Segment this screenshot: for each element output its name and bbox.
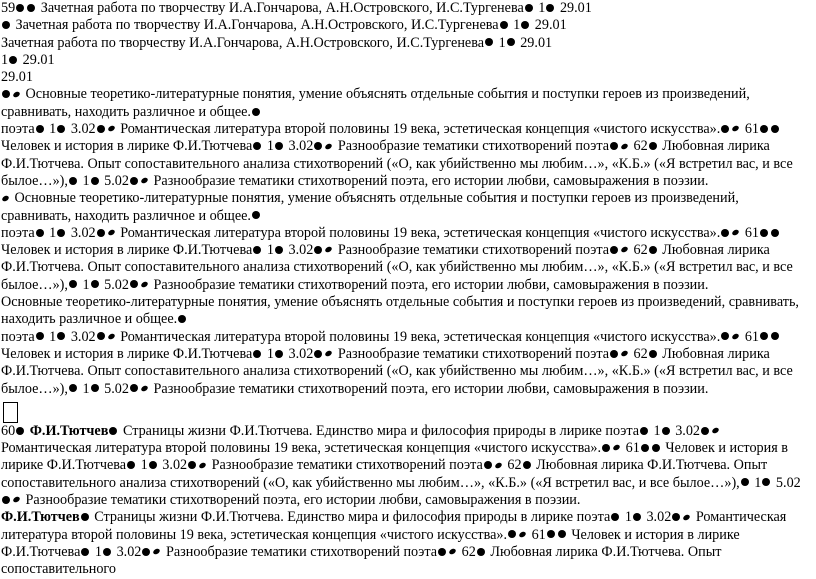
bullet-icon bbox=[97, 229, 105, 237]
bullet-icon bbox=[57, 125, 65, 133]
bullet-icon bbox=[140, 384, 149, 392]
bullet-icon bbox=[721, 125, 729, 133]
bullet-icon bbox=[69, 177, 77, 185]
bullet-icon bbox=[12, 496, 21, 504]
bullet-icon bbox=[508, 530, 516, 538]
bullet-icon bbox=[741, 478, 749, 486]
bullet-icon bbox=[130, 280, 138, 288]
bullet-icon bbox=[107, 229, 116, 237]
bullet-icon bbox=[620, 142, 629, 150]
bullet-icon bbox=[760, 125, 768, 133]
bullet-icon bbox=[507, 38, 515, 46]
bullet-icon bbox=[91, 280, 99, 288]
bullet-icon bbox=[97, 332, 105, 340]
bullet-icon bbox=[484, 461, 492, 469]
bullet-icon bbox=[683, 513, 692, 521]
bullet-icon bbox=[662, 427, 670, 435]
bullet-icon bbox=[652, 444, 660, 452]
bullet-icon bbox=[2, 496, 10, 504]
bullet-icon bbox=[142, 548, 150, 556]
bullet-icon bbox=[253, 350, 261, 358]
bullet-icon bbox=[771, 332, 779, 340]
bullet-icon bbox=[127, 461, 135, 469]
bullet-icon bbox=[130, 384, 138, 392]
bullet-icon bbox=[57, 332, 65, 340]
bullet-icon bbox=[253, 246, 261, 254]
bullet-icon bbox=[762, 478, 770, 486]
bullet-icon bbox=[760, 229, 768, 237]
bullet-icon bbox=[103, 548, 111, 556]
bullet-icon bbox=[12, 90, 21, 98]
bullet-icon bbox=[107, 125, 116, 133]
bullet-icon bbox=[109, 427, 117, 435]
bullet-icon bbox=[641, 444, 649, 452]
bullet-icon bbox=[494, 461, 503, 469]
bullet-icon bbox=[81, 513, 89, 521]
bullet-icon bbox=[612, 444, 621, 452]
bullet-icon bbox=[314, 246, 322, 254]
bullet-icon bbox=[314, 142, 322, 150]
bullet-icon bbox=[198, 461, 207, 469]
bullet-icon bbox=[523, 461, 531, 469]
paragraph-3: Основные теоретико-литературные понятия, умение объяснять отдельные события и поступки героев из произведений, сравнивать, находить различное и общее. поэта 1 3.02 Романтическая литература второй половины 19 века, эстетическая концепция «чистого искусства». 61 Человек и история в лирике Ф.И.Тютчева 1 3.02 Разнообразие тематики стихотворений поэта 62 Любовная лирика Ф.И.Тютчева. Опыт сопоставительного анализа стихотворений («О, как убийственно мы любим…», «К.Б.» («Я встретил вас, и все былое…»), 1 5.02 Разнообразие тематики стихотворений поэта, его истории любви, самовыражения в поэзии. bbox=[1, 294, 799, 397]
line-3: Зачетная работа по творчеству И.А.Гончарова, А.Н.Островского, И.С.Тургенева 1 29.01 bbox=[1, 34, 553, 51]
bullet-icon bbox=[547, 530, 555, 538]
bullet-icon bbox=[16, 427, 24, 435]
bullet-icon bbox=[620, 246, 629, 254]
bullet-icon bbox=[500, 21, 508, 29]
bullet-icon bbox=[610, 350, 618, 358]
bullet-icon bbox=[611, 513, 619, 521]
bullet-icon bbox=[485, 38, 493, 46]
bullet-icon bbox=[252, 108, 260, 116]
line-59: 59 Зачетная работа по творчеству И.А.Гончарова, А.Н.Островского, И.С.Тургенева 1 29.01 bbox=[1, 0, 592, 16]
bullet-icon bbox=[36, 332, 44, 340]
bullet-icon bbox=[153, 548, 162, 556]
bullet-icon bbox=[620, 350, 629, 358]
bullet-icon bbox=[91, 384, 99, 392]
bullet-icon bbox=[771, 229, 779, 237]
bullet-icon bbox=[69, 280, 77, 288]
bullet-icon bbox=[525, 4, 533, 12]
bullet-icon bbox=[731, 332, 740, 340]
bullet-icon bbox=[610, 246, 618, 254]
bullet-icon bbox=[107, 332, 116, 340]
bullet-icon bbox=[731, 125, 740, 133]
line-4: 1 29.01 bbox=[1, 51, 55, 68]
bullet-icon bbox=[275, 350, 283, 358]
bullet-icon bbox=[701, 427, 709, 435]
bullet-icon bbox=[325, 350, 334, 358]
bullet-icon bbox=[521, 21, 529, 29]
bullet-icon bbox=[731, 229, 740, 237]
bullet-icon bbox=[149, 461, 157, 469]
bullet-icon bbox=[558, 530, 566, 538]
bullet-icon bbox=[275, 142, 283, 150]
bullet-icon bbox=[1, 194, 10, 202]
bullet-icon bbox=[518, 530, 527, 538]
bullet-icon bbox=[16, 4, 24, 12]
bullet-icon bbox=[438, 548, 446, 556]
bullet-icon bbox=[140, 281, 149, 289]
line-5: 29.01 bbox=[1, 69, 33, 86]
bullet-icon bbox=[649, 142, 657, 150]
bullet-icon bbox=[721, 332, 729, 340]
bullet-icon bbox=[633, 513, 641, 521]
author-name: Ф.И.Тютчев bbox=[1, 509, 80, 526]
bullet-icon bbox=[275, 246, 283, 254]
bullet-icon bbox=[325, 142, 334, 150]
bullet-icon bbox=[81, 548, 89, 556]
bullet-icon bbox=[188, 461, 196, 469]
bullet-icon bbox=[640, 427, 648, 435]
author-name: Ф.И.Тютчев bbox=[26, 422, 109, 439]
bullet-icon bbox=[771, 125, 779, 133]
bullet-icon bbox=[36, 125, 44, 133]
bullet-icon bbox=[325, 246, 334, 254]
line-2: Зачетная работа по творчеству И.А.Гончарова, А.Н.Островского, И.С.Тургенева 1 29.01 bbox=[1, 17, 810, 34]
bullet-icon bbox=[721, 229, 729, 237]
bullet-icon bbox=[97, 125, 105, 133]
bullet-icon bbox=[672, 513, 680, 521]
bullet-icon bbox=[610, 142, 618, 150]
bullet-icon bbox=[2, 21, 10, 29]
empty-cell-box bbox=[3, 402, 18, 423]
bullet-icon bbox=[711, 427, 720, 435]
bullet-icon bbox=[252, 211, 260, 219]
bullet-icon bbox=[178, 315, 186, 323]
bullet-icon bbox=[69, 384, 77, 392]
section-60: 60 Ф.И.Тютчев Страницы жизни Ф.И.Тютчева. Единство мира и философия природы в лирике поэта 1 3.02 Романтическая литература второй половины 19 века, эстетическая концепция «чистого искусства». 61 Человек и история в лирике Ф.И.Тютчева 1 3.02 Разнообразие тематики стихотворений поэта 62 Любовная лирика Ф.И.Тютчева. Опыт сопоставительного анализа стихотворений («О, как убийственно мы любим…», «К.Б.» («Я встретил вас, и все былое…»), 1 5.02 Разнообразие тематики стихотворений поэта, его истории любви, самовыражения в поэзии. bbox=[1, 422, 801, 509]
bullet-icon bbox=[2, 90, 10, 98]
bullet-icon bbox=[477, 548, 485, 556]
bullet-icon bbox=[546, 4, 554, 12]
bullet-icon bbox=[253, 142, 261, 150]
bullet-icon bbox=[448, 548, 457, 556]
bullet-icon bbox=[9, 56, 17, 64]
bullet-icon bbox=[130, 177, 138, 185]
bullet-icon bbox=[27, 4, 35, 12]
bullet-icon bbox=[36, 229, 44, 237]
bullet-icon bbox=[760, 332, 768, 340]
bullet-icon bbox=[649, 246, 657, 254]
bullet-icon bbox=[91, 177, 99, 185]
bullet-icon bbox=[649, 350, 657, 358]
bullet-icon bbox=[602, 444, 610, 452]
paragraph-2: Основные теоретико-литературные понятия, умение объяснять отдельные события и поступки героев из произведений, сравнивать, находить различное и общее. поэта 1 3.02 Романтическая литература второй половины 19 века, эстетическая концепция «чистого искусства». 61 Человек и история в лирике Ф.И.Тютчева 1 3.02 Разнообразие тематики стихотворений поэта 62 Любовная лирика Ф.И.Тютчева. Опыт сопоставительного анализа стихотворений («О, как убийственно мы любим…», «К.Б.» («Я встретил вас, и все былое…»), 1 5.02 Разнообразие тематики стихотворений поэта, его истории любви, самовыражения в поэзии. bbox=[1, 190, 793, 293]
bullet-icon bbox=[314, 350, 322, 358]
paragraph-1: Основные теоретико-литературные понятия, умение объяснять отдельные события и поступки героев из произведений, сравнивать, находить различное и общее. поэта 1 3.02 Романтическая литература второй половины 19 века, эстетическая концепция «чистого искусства». 61 Человек и история в лирике Ф.И.Тютчева 1 3.02 Разнообразие тематики стихотворений поэта 62 Любовная лирика Ф.И.Тютчева. Опыт сопоставительного анализа стихотворений («О, как убийственно мы любим…», «К.Б.» («Я встретил вас, и все былое…»), 1 5.02 Разнообразие тематики стихотворений поэта, его истории любви, самовыражения в поэзии. bbox=[1, 86, 793, 189]
bullet-icon bbox=[57, 229, 65, 237]
bullet-icon bbox=[140, 177, 149, 185]
section-tutchev: Ф.И.Тютчев Страницы жизни Ф.И.Тютчева. Единство мира и философия природы в лирике поэта 1 3.02 Романтическая литература второй половины 19 века, эстетическая концепция «чистого искусства». 61 Человек и история в лирике Ф.И.Тютчева 1 3.02 Разнообразие тематики стихотворений поэта 62 Любовная лирика Ф.И.Тютчева. Опыт сопоставительного bbox=[1, 509, 787, 578]
